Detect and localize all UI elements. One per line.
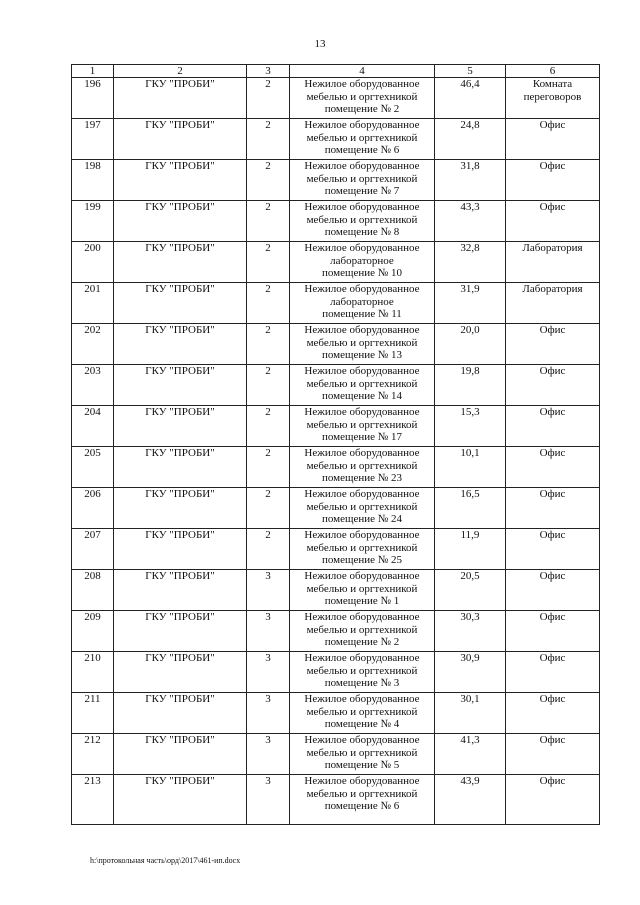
description-cell-line: помещение № 6 (324, 800, 400, 812)
organization-cell: ГКУ "ПРОБИ" (114, 652, 247, 693)
organization-cell: ГКУ "ПРОБИ" (114, 242, 247, 283)
row-number-cell: 206 (72, 488, 114, 529)
floor-cell: 2 (247, 78, 290, 119)
table-row (72, 160, 600, 201)
header-cell: 5 (435, 65, 506, 78)
purpose-cell-line: Офис (539, 447, 566, 459)
description-cell-line: помещение № 24 (321, 513, 403, 525)
description-cell-line: Нежилое оборудованное (304, 570, 420, 582)
header-cell: 4 (290, 65, 435, 78)
description-cell-line: мебелью и оргтехникой (306, 418, 418, 431)
purpose-cell (506, 529, 600, 570)
purpose-cell-line: Офис (539, 365, 566, 377)
description-cell-line: мебелью и оргтехникой (306, 500, 418, 513)
organization-cell: ГКУ "ПРОБИ" (114, 775, 247, 825)
organization-cell: ГКУ "ПРОБИ" (114, 201, 247, 242)
table-row (72, 447, 600, 488)
description-cell-line: Нежилое оборудованное (304, 242, 420, 254)
area-cell: 20,5 (435, 570, 506, 611)
description-cell (290, 365, 435, 406)
purpose-cell-line: Офис (539, 693, 566, 705)
description-cell-line: помещение № 8 (324, 226, 400, 238)
purpose-cell-line: Офис (539, 324, 566, 336)
organization-cell: ГКУ "ПРОБИ" (114, 447, 247, 488)
row-number-cell: 205 (72, 447, 114, 488)
row-number-cell: 208 (72, 570, 114, 611)
purpose-cell (506, 324, 600, 365)
area-cell: 11,9 (435, 529, 506, 570)
description-cell-line: мебелью и оргтехникой (306, 213, 418, 226)
floor-cell: 2 (247, 529, 290, 570)
purpose-cell (506, 570, 600, 611)
description-cell-line: Нежилое оборудованное (304, 365, 420, 377)
organization-cell: ГКУ "ПРОБИ" (114, 78, 247, 119)
purpose-cell-line: Офис (539, 734, 566, 746)
floor-cell: 3 (247, 652, 290, 693)
purpose-cell (506, 160, 600, 201)
description-cell-line: Нежилое оборудованное (304, 775, 420, 787)
row-number-cell: 202 (72, 324, 114, 365)
organization-cell: ГКУ "ПРОБИ" (114, 570, 247, 611)
row-number-cell: 211 (72, 693, 114, 734)
description-cell-line: мебелью и оргтехникой (306, 336, 418, 349)
organization-cell: ГКУ "ПРОБИ" (114, 488, 247, 529)
purpose-cell-line: Офис (539, 775, 566, 787)
row-number-cell: 198 (72, 160, 114, 201)
organization-cell: ГКУ "ПРОБИ" (114, 365, 247, 406)
description-cell-line: мебелью и оргтехникой (306, 131, 418, 144)
area-cell: 46,4 (435, 78, 506, 119)
description-cell (290, 488, 435, 529)
organization-cell: ГКУ "ПРОБИ" (114, 119, 247, 160)
area-cell: 31,8 (435, 160, 506, 201)
purpose-cell (506, 611, 600, 652)
area-cell: 30,9 (435, 652, 506, 693)
area-cell: 20,0 (435, 324, 506, 365)
purpose-cell (506, 775, 600, 825)
description-cell (290, 324, 435, 365)
area-cell: 41,3 (435, 734, 506, 775)
purpose-cell-line: Офис (539, 611, 566, 623)
floor-cell: 2 (247, 324, 290, 365)
table-row (72, 365, 600, 406)
description-cell (290, 529, 435, 570)
description-cell (290, 119, 435, 160)
purpose-cell-line: Офис (539, 201, 566, 213)
table-row (72, 611, 600, 652)
floor-cell: 3 (247, 775, 290, 825)
purpose-cell-line: переговоров (523, 90, 582, 103)
description-cell-line: помещение № 2 (324, 636, 400, 648)
floor-cell: 2 (247, 365, 290, 406)
description-cell-line: помещение № 14 (321, 390, 403, 402)
header-cell: 2 (114, 65, 247, 78)
description-cell-line: помещение № 7 (324, 185, 400, 197)
table-row (72, 775, 600, 825)
table-header-row (72, 65, 600, 78)
floor-cell: 2 (247, 447, 290, 488)
description-cell (290, 78, 435, 119)
purpose-cell (506, 283, 600, 324)
organization-cell: ГКУ "ПРОБИ" (114, 529, 247, 570)
description-cell-line: Нежилое оборудованное (304, 652, 420, 664)
purpose-cell-line: Лаборатория (522, 283, 583, 295)
row-number-cell: 200 (72, 242, 114, 283)
purpose-cell-line: Офис (539, 529, 566, 541)
purpose-cell (506, 734, 600, 775)
area-cell: 43,9 (435, 775, 506, 825)
table-row (72, 78, 600, 119)
purpose-cell (506, 242, 600, 283)
header-cell: 6 (506, 65, 600, 78)
description-cell (290, 570, 435, 611)
purpose-cell (506, 406, 600, 447)
floor-cell: 2 (247, 406, 290, 447)
table-row (72, 734, 600, 775)
footer-file-path: h:\протокольная часть\орд\2017\461-ип.docx (90, 856, 241, 865)
table-row (72, 529, 600, 570)
description-cell (290, 283, 435, 324)
purpose-cell-line: Офис (539, 570, 566, 582)
purpose-cell-line: Офис (539, 406, 566, 418)
purpose-cell (506, 652, 600, 693)
area-cell: 10,1 (435, 447, 506, 488)
row-number-cell: 207 (72, 529, 114, 570)
description-cell-line: мебелью и оргтехникой (306, 787, 418, 800)
purpose-cell (506, 447, 600, 488)
table-row (72, 406, 600, 447)
organization-cell: ГКУ "ПРОБИ" (114, 693, 247, 734)
description-cell-line: помещение № 5 (324, 759, 400, 771)
description-cell (290, 201, 435, 242)
description-cell-line: мебелью и оргтехникой (306, 459, 418, 472)
purpose-cell-line: Офис (539, 652, 566, 664)
description-cell-line: помещение № 4 (324, 718, 400, 730)
row-number-cell: 201 (72, 283, 114, 324)
description-cell-line: мебелью и оргтехникой (306, 582, 418, 595)
description-cell-line: помещение № 23 (321, 472, 403, 484)
table-row (72, 201, 600, 242)
floor-cell: 3 (247, 734, 290, 775)
area-cell: 30,1 (435, 693, 506, 734)
table-row (72, 488, 600, 529)
description-cell-line: Нежилое оборудованное (304, 119, 420, 131)
area-cell: 15,3 (435, 406, 506, 447)
description-cell-line: помещение № 3 (324, 677, 400, 689)
description-cell-line: помещение № 10 (321, 267, 403, 279)
organization-cell: ГКУ "ПРОБИ" (114, 160, 247, 201)
table-row (72, 652, 600, 693)
organization-cell: ГКУ "ПРОБИ" (114, 283, 247, 324)
description-cell (290, 652, 435, 693)
row-number-cell: 209 (72, 611, 114, 652)
floor-cell: 3 (247, 570, 290, 611)
area-cell: 43,3 (435, 201, 506, 242)
purpose-cell-line: Офис (539, 119, 566, 131)
floor-cell: 2 (247, 201, 290, 242)
floor-cell: 3 (247, 611, 290, 652)
description-cell (290, 406, 435, 447)
area-cell: 24,8 (435, 119, 506, 160)
description-cell-line: Нежилое оборудованное (304, 406, 420, 418)
row-number-cell: 204 (72, 406, 114, 447)
row-number-cell: 210 (72, 652, 114, 693)
description-cell-line: помещение № 25 (321, 554, 403, 566)
description-cell-line: Нежилое оборудованное (304, 488, 420, 500)
area-cell: 30,3 (435, 611, 506, 652)
description-cell-line: мебелью и оргтехникой (306, 377, 418, 390)
organization-cell: ГКУ "ПРОБИ" (114, 611, 247, 652)
table-row (72, 693, 600, 734)
description-cell-line: Нежилое оборудованное (304, 283, 420, 295)
description-cell (290, 160, 435, 201)
area-cell: 32,8 (435, 242, 506, 283)
table-row (72, 324, 600, 365)
purpose-cell-line: Офис (539, 488, 566, 500)
description-cell-line: помещение № 17 (321, 431, 403, 443)
description-cell-line: мебелью и оргтехникой (306, 746, 418, 759)
description-cell-line: помещение № 1 (324, 595, 400, 607)
area-cell: 31,9 (435, 283, 506, 324)
row-number-cell: 212 (72, 734, 114, 775)
description-cell (290, 242, 435, 283)
description-cell-line: помещение № 2 (324, 103, 400, 115)
description-cell-line: Нежилое оборудованное (304, 160, 420, 172)
description-cell (290, 775, 435, 825)
purpose-cell (506, 201, 600, 242)
description-cell-line: Нежилое оборудованное (304, 201, 420, 213)
floor-cell: 2 (247, 283, 290, 324)
table-row (72, 570, 600, 611)
description-cell (290, 693, 435, 734)
description-cell-line: помещение № 11 (322, 308, 402, 320)
area-cell: 16,5 (435, 488, 506, 529)
property-table (71, 64, 600, 825)
description-cell-line: мебелью и оргтехникой (306, 623, 418, 636)
description-cell-line: мебелью и оргтехникой (306, 541, 418, 554)
description-cell-line: Нежилое оборудованное (304, 324, 420, 336)
row-number-cell: 196 (72, 78, 114, 119)
description-cell-line: Нежилое оборудованное (304, 78, 420, 90)
purpose-cell (506, 119, 600, 160)
row-number-cell: 197 (72, 119, 114, 160)
description-cell-line: Нежилое оборудованное (304, 734, 420, 746)
description-cell (290, 734, 435, 775)
description-cell-line: лабораторное (330, 295, 394, 308)
row-number-cell: 203 (72, 365, 114, 406)
description-cell-line: лабораторное (330, 254, 394, 267)
purpose-cell (506, 365, 600, 406)
description-cell-line: Нежилое оборудованное (304, 447, 420, 459)
floor-cell: 2 (247, 488, 290, 529)
description-cell (290, 611, 435, 652)
page-number: 13 (314, 38, 326, 50)
organization-cell: ГКУ "ПРОБИ" (114, 734, 247, 775)
purpose-cell (506, 693, 600, 734)
description-cell-line: мебелью и оргтехникой (306, 90, 418, 103)
table-row (72, 242, 600, 283)
description-cell-line: мебелью и оргтехникой (306, 705, 418, 718)
description-cell-line: помещение № 13 (321, 349, 403, 361)
floor-cell: 2 (247, 242, 290, 283)
floor-cell: 2 (247, 119, 290, 160)
purpose-cell (506, 78, 600, 119)
description-cell-line: Нежилое оборудованное (304, 693, 420, 705)
description-cell-line: помещение № 6 (324, 144, 400, 156)
row-number-cell: 199 (72, 201, 114, 242)
area-cell: 19,8 (435, 365, 506, 406)
organization-cell: ГКУ "ПРОБИ" (114, 406, 247, 447)
description-cell-line: Нежилое оборудованное (304, 611, 420, 623)
header-cell: 1 (72, 65, 114, 78)
purpose-cell-line: Комната (532, 78, 573, 90)
header-cell: 3 (247, 65, 290, 78)
purpose-cell (506, 488, 600, 529)
table-row (72, 283, 600, 324)
description-cell (290, 447, 435, 488)
purpose-cell-line: Офис (539, 160, 566, 172)
row-number-cell: 213 (72, 775, 114, 825)
description-cell-line: Нежилое оборудованное (304, 529, 420, 541)
table-row (72, 119, 600, 160)
floor-cell: 2 (247, 160, 290, 201)
floor-cell: 3 (247, 693, 290, 734)
purpose-cell-line: Лаборатория (522, 242, 583, 254)
description-cell-line: мебелью и оргтехникой (306, 664, 418, 677)
description-cell-line: мебелью и оргтехникой (306, 172, 418, 185)
organization-cell: ГКУ "ПРОБИ" (114, 324, 247, 365)
